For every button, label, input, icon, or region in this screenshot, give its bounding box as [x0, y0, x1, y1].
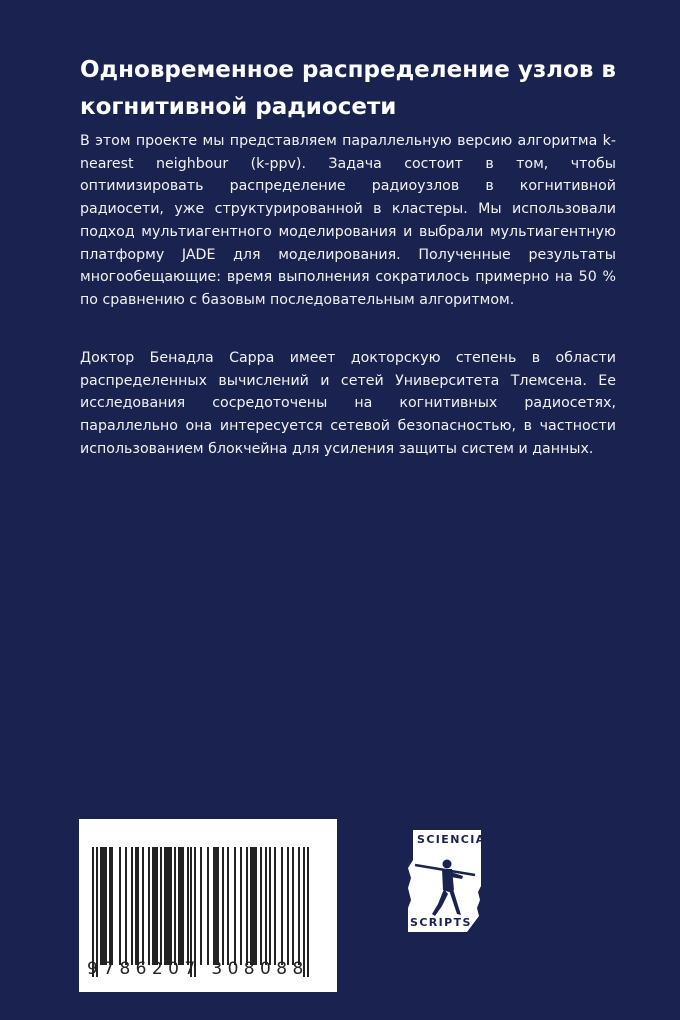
- isbn-number: 9 7 8 6 2 0 7 3 0 8 0 8 8: [87, 959, 304, 979]
- logo-bottom-text: SCRIPTS: [410, 916, 472, 929]
- author-bio: Доктор Бенадла Сарра имеет докторскую степень в области распределенных вычислений и сетей Университета Тлемсена. Ее исследования сосредоточены на когнитивных радиосетях, параллельно она интересуется сетевой безопасностью, в частности использованием блокчейна для усиления защиты систем и данных.: [80, 350, 616, 457]
- publisher-logo: [405, 828, 485, 934]
- book-abstract: В этом проекте мы представляем параллельную версию алгоритма k-nearest neighbour (k-ppv). Задача состоит в том, чтобы оптимизировать распределение радиоузлов в когнитивной радиосети, уже структурированной в кластеры. Мы использовали подход мультиагентного моделирования и выбрали мультиагентную платформу JADE для моделирования. Полученные результаты многообещающие: время выполнения сократилось примерно на 50 % по сравнению с базовым последовательным алгоритмом.: [80, 133, 616, 308]
- logo-top-text: SCIENCIA: [417, 833, 486, 846]
- isbn-barcode: [79, 819, 337, 992]
- book-title: Одновременное распределение узлов в когнитивной радиосети: [80, 57, 616, 120]
